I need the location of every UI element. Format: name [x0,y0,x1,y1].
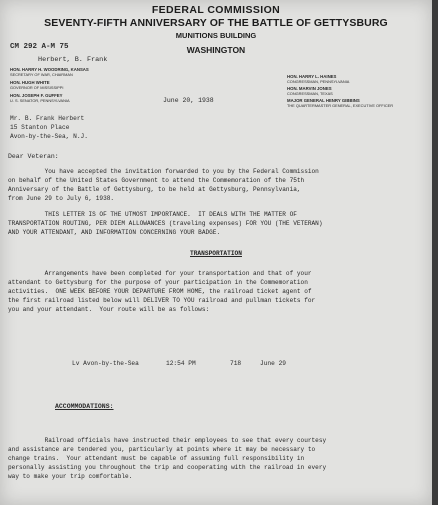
officer-title: SECRETARY OF WAR, CHAIRMAN [10,72,73,77]
letterhead-title: SEVENTY-FIFTH ANNIVERSARY OF THE BATTLE OF GETTYSBURG [44,17,388,29]
letter-date: June 20, 1938 [163,97,214,104]
route-time: 12:54 PM [166,360,196,367]
page-edge-shadow [432,0,438,505]
officer-name: HON. JOSEPH F. GUFFEY [10,93,63,98]
officer-title: GOVERNOR OF MISSISSIPPI [10,85,64,90]
officer-title: CONGRESSMAN, PENNSYLVANIA [287,79,350,84]
officer-name: HON. HARRY H. WOODRING, KANSAS [10,67,89,72]
officer-right-2 [287,86,333,96]
paragraph-invitation: You have accepted the invitation forwarded to you by the Federal Commission on behalf of the United States Government to attend the Commemoration of the 75th Anniversary of the Battle of Gettysburg, to be held at Gettysburg, Pennsylvania, from June 29 to July 6, 1938. [8,168,319,202]
paragraph-importance: THIS LETTER IS OF THE UTMOST IMPORTANCE. IT DEALS WITH THE MATTER OF TRANSPORTATION ROUTING, PER DIEM ALLOWANCES (traveling expenses) FOR YOU (THE VETERAN) AND YOUR ATTENDANT, AND INFORMATION CONCERNING YOUR BADGE. [8,211,323,236]
officer-name: MAJOR GENERAL HENRY GIBBINS [287,98,360,103]
salutation: Dear Veteran: [8,153,59,160]
route-origin: Lv Avon-by-the-Sea [72,360,139,367]
officer-left-1 [10,67,89,77]
officer-title: U. S. SENATOR, PENNSYLVANIA [10,98,70,103]
address-line: Mr. B. Frank Herbert [10,115,85,122]
reference-code: CM 292 A-M 75 [10,43,69,51]
route-date: June 29 [260,360,286,367]
paragraph-accommodations: Railroad officials have instructed their employees to see that every courtesy and assistance are tendered you, particularly at points where it may be necessary to change trains. Your attendant must be capable of assuming full responsibility in personally assisting you throughout the trip and cooperating with the railroad in every way to make your trip comfortable. [8,437,327,480]
officer-left-2 [10,80,63,90]
letterhead-building: MUNITIONS BUILDING [175,31,257,40]
route-train: 718 [230,360,242,367]
accommodations-heading: ACCOMMODATIONS: [55,403,114,410]
officer-title: THE QUARTERMASTER GENERAL, EXECUTIVE OFFICER [287,103,394,108]
officer-name: HON. HUGH WHITE [10,80,50,85]
officer-name: HON. HARRY L. HAINES [287,74,337,79]
officer-right-1 [287,74,349,84]
paragraph-transportation: Arrangements have been completed for your transportation and that of your attendant to Gettysburg for the purpose of your participation in the Commemoration activities. ONE WEEK BEFORE YOUR DEPARTURE FROM HOME, the railroad ticket agent of the first railroad listed below will DELIVER TO YOU railroad and pullman tickets for you and your attendant. Your route will be as follows: [8,270,316,313]
officer-right-3 [287,98,397,108]
address-line: Avon-by-the-Sea, N.J. [10,133,88,140]
address-line: 15 Stanton Place [10,124,70,131]
officer-name: HON. MARVIN JONES [287,86,332,91]
letterhead-org: FEDERAL COMMISSION [151,4,281,16]
officer-title: CONGRESSMAN, TEXAS [287,91,333,96]
letterhead-city: WASHINGTON [186,45,246,55]
officer-left-3 [10,93,70,103]
transportation-heading: TRANSPORTATION [190,250,242,257]
reference-name: Herbert, B. Frank [38,56,108,64]
